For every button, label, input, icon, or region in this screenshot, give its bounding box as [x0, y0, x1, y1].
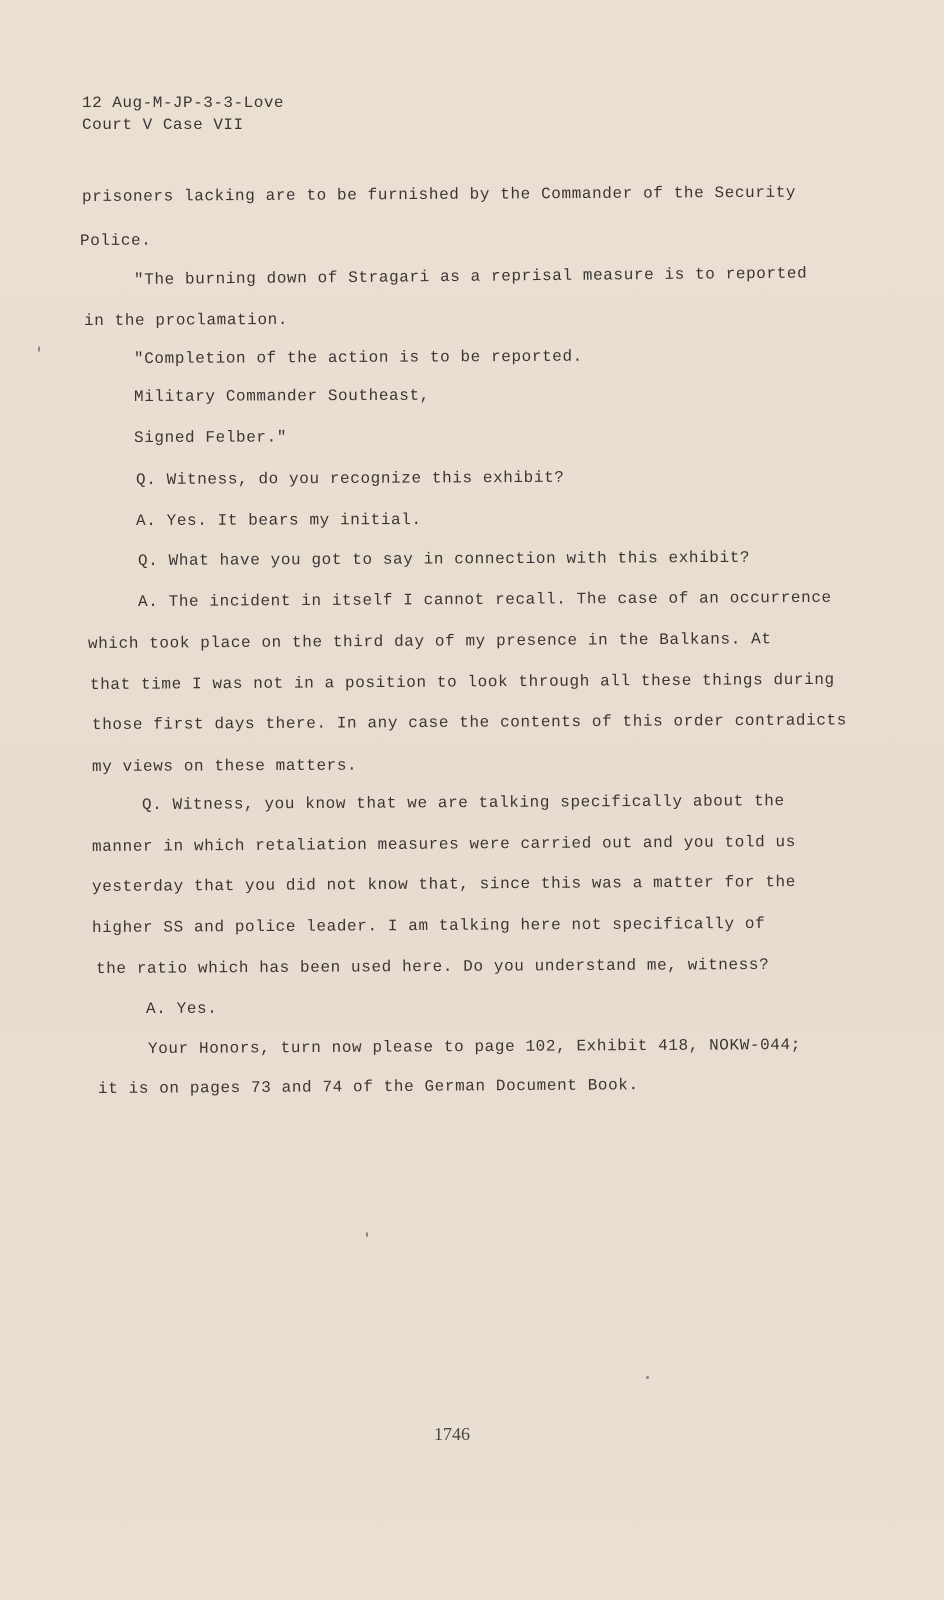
transcript-line: Q. What have you got to say in connection with this exhibit?: [137, 548, 751, 570]
transcript-line: which took place on the third day of my presence in the Balkans. At: [87, 630, 772, 653]
transcript-line: Q. Witness, you know that we are talking specifically about the: [141, 792, 785, 814]
transcript-line: "Completion of the action is to be reported.: [133, 347, 583, 368]
transcript-line: Signed Felber.": [133, 428, 288, 447]
paper-speck: [646, 1376, 649, 1379]
transcript-line: prisoners lacking are to be furnished by the Commander of the Security: [81, 183, 797, 206]
paper-speck: [366, 1232, 368, 1237]
transcript-line: Q. Witness, do you recognize this exhibit?: [135, 468, 565, 489]
page-number: 1746: [434, 1424, 470, 1444]
transcript-line: A. Yes. It bears my initial.: [135, 511, 422, 530]
paper-speck: [38, 346, 40, 352]
transcript-line: A. The incident in itself I cannot recall. The case of an occurrence: [137, 588, 832, 611]
transcript-line: Police.: [79, 231, 152, 250]
transcript-line: manner in which retaliation measures were carried out and you told us: [91, 833, 796, 856]
transcript-line: in the proclamation.: [83, 310, 289, 330]
transcript-line: higher SS and police leader. I am talking here not specifically of: [91, 914, 766, 937]
transcript-line: Your Honors, turn now please to page 102, Exhibit 418, NOKW-044;: [147, 1036, 801, 1058]
transcript-line: those first days there. In any case the contents of this order contradicts: [91, 711, 847, 734]
transcript-line: the ratio which has been used here. Do you understand me, witness?: [95, 955, 770, 978]
transcript-line: that time I was not in a position to look through all these things during: [89, 670, 835, 694]
document-header: [82, 92, 284, 136]
header-court-case: Court V Case VII: [82, 116, 244, 134]
transcript-line: yesterday that you did not know that, since this was a matter for the: [91, 873, 796, 896]
transcript-line: A. Yes.: [145, 999, 218, 1018]
transcript-line: it is on pages 73 and 74 of the German Document Book.: [97, 1076, 639, 1098]
transcript-line: Military Commander Southeast,: [133, 386, 430, 406]
transcript-line: "The burning down of Stragari as a reprisal measure is to reported: [133, 264, 808, 289]
transcript-line: my views on these matters.: [91, 756, 358, 776]
header-reference: 12 Aug-M-JP-3-3-Love: [82, 94, 285, 112]
